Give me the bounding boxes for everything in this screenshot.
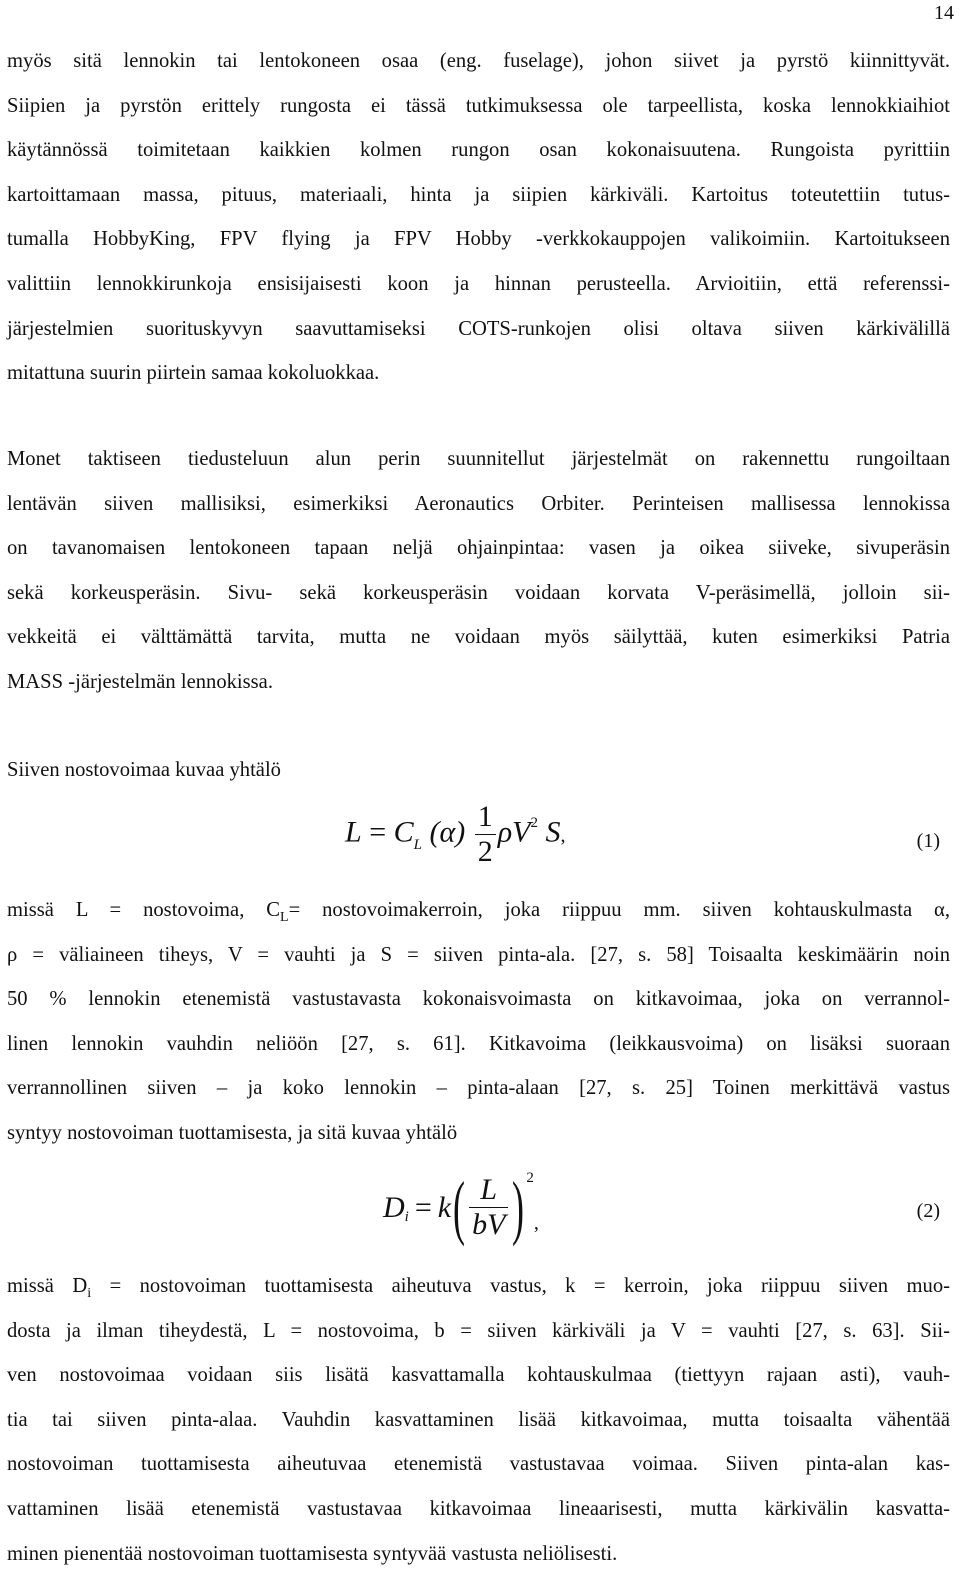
page-number: 14 (934, 2, 954, 24)
text-line: minen pienentää nostovoiman tuottamisesta syntyvää vastusta neliölisesti. (7, 1542, 618, 1565)
text-line: 50 % lennokin etenemistä vastustavasta kokonaisvoimasta on kitkavoimaa, joka on verrannol- (7, 988, 950, 1011)
text-line: tumalla HobbyKing, FPV flying ja FPV Hobby -verkkokauppojen valikoimiin. Kartoitukseen (7, 228, 950, 251)
text-line: syntyy nostovoiman tuottamisesta, ja sitä kuvaa yhtälö (7, 1121, 458, 1144)
eq1-frac-num: 1 (475, 800, 496, 835)
eq2-exp: 2 (526, 1170, 534, 1186)
text-line: missä $D_i$ = nostovoiman tuottamisesta aiheutuva vastus, k = kerroin, joka riippuu siiven muo- (7, 1275, 950, 1302)
text-line: valittiin lennokkirunkoja ensisijaisesti koon ja hinnan perusteella. Arvioitiin, että referenssi- (7, 272, 950, 295)
equation-number: (2) (916, 1200, 940, 1222)
eq1-v-exp: 2 (530, 815, 538, 832)
text-line: tia tai siiven pinta-alaa. Vauhdin kasvattaminen lisää kitkavoimaa, mutta toisaalta vähentää (7, 1408, 950, 1431)
text-line: Siiven nostovoimaa kuvaa yhtälö (7, 759, 281, 781)
eq2-lhs-sub: i (404, 1209, 409, 1225)
text-line: MASS -järjestelmän lennokissa. (7, 670, 273, 693)
eq2-lhs: D (383, 1190, 405, 1224)
text-line: myös sitä lennokin tai lentokoneen osaa (eng. fuselage), johon siivet ja pyrstö kiinnittyvät. (7, 50, 950, 72)
left-paren: ( (453, 1167, 466, 1247)
eq1-arg: (α) (429, 815, 466, 849)
text-line: nostovoiman tuottamisesta aiheutuvaa etenemistä vastustavaa voimaa. Siiven pinta-alan kas- (7, 1453, 950, 1476)
eq1-coef: C (393, 815, 414, 849)
text-line: kartoittamaan massa, pituus, materiaali, hinta ja siipien kärkiväli. Kartoitus toteutettiin tutus- (7, 183, 950, 206)
eq2-fraction (469, 1173, 508, 1242)
text-line: ven nostovoimaa voidaan siis lisätä kasvattamalla kohtauskulmaa (tiettyyn rajaan asti), vauh- (7, 1364, 950, 1387)
equation-number: (1) (916, 830, 940, 852)
text-line: järjestelmien suorituskyvyn saavuttamiseksi COTS-runkojen olisi oltava siiven kärkivälillä (7, 317, 950, 340)
paragraph-control-surfaces (7, 437, 950, 705)
paragraph-fuselage (7, 39, 950, 396)
eq1-comma: , (560, 824, 566, 847)
text-line: dosta ja ilman tiheydestä, L = nostovoima, b = siiven kärkiväli ja V = vauhti [27, s. 63]. Sii- (7, 1319, 950, 1342)
text-line: vekkeitä ei välttämättä tarvita, mutta ne voidaan myös säilyttää, kuten esimerkiksi Patria (7, 626, 950, 649)
eq1-lhs: L (345, 815, 362, 849)
text-line: on tavanomaisen lentokoneen tapaan neljä ohjainpintaa: vasen ja oikea siiveke, sivuperäsin (7, 537, 950, 560)
eq2-equals: = (414, 1190, 432, 1224)
text-line: ρ = väliaineen tiheys, V = vauhti ja S = siiven pinta-ala. [27, s. 58] Toisaalta keskimäärin noin (7, 943, 950, 966)
text-line: mitattuna suurin piirtein samaa kokoluokkaa. (7, 362, 380, 385)
paragraph-lift-explanation (7, 888, 950, 1156)
text-line: Monet taktiseen tiedusteluun alun perin suunnitellut järjestelmät on rakennettu rungoiltaan (7, 448, 950, 470)
text-line: linen lennokin vauhdin neliöön [27, s. 61]. Kitkavoima (leikkausvoima) on lisäksi suoraan (7, 1032, 950, 1055)
eq2-frac-den: bV (472, 1208, 506, 1241)
eq1-coef-sub: L (413, 837, 422, 854)
text-line: missä L = nostovoima, $C_L=$ nostovoimakerroin, joka riippuu mm. siiven kohtauskulmasta α, (7, 899, 950, 926)
eq1-fraction (475, 800, 496, 869)
text-line: sekä korkeusperäsin. Sivu- sekä korkeusperäsin voidaan korvata V-peräsimellä, jolloin sii- (7, 581, 950, 604)
text-line: Siipien ja pyrstön erittely rungosta ei tässä tutkimuksessa ole tarpeellista, koska lennokkiaihiot (7, 94, 950, 117)
eq1-rho: ρ (497, 815, 513, 849)
paragraph-lift-intro (7, 748, 950, 793)
text-line: käytännössä toimitetaan kaikkien kolmen rungon osan kokonaisuutena. Rungoista pyrittiin (7, 139, 950, 162)
eq1-equals: = (369, 815, 387, 849)
text-line: verrannollinen siiven – ja koko lennokin – pinta-alaan [27, s. 25] Toinen merkittävä vastus (7, 1077, 950, 1100)
eq1-v: V (512, 815, 531, 849)
paragraph-induced-drag-explanation (7, 1264, 950, 1576)
text-line: lentävän siiven mallisiksi, esimerkiksi Aeronautics Orbiter. Perinteisen mallisessa lennokissa (7, 492, 950, 515)
eq2-frac-num: L (469, 1173, 508, 1208)
equation-induced-drag (0, 1160, 960, 1260)
eq1-s: S (545, 815, 561, 849)
text-line: vattaminen lisää etenemistä vastustavaa kitkavoimaa lineaarisesti, mutta kärkivälin kasvatta- (7, 1497, 950, 1520)
eq1-frac-den: 2 (477, 835, 493, 868)
right-paren: ) (512, 1167, 525, 1247)
equation-lift (0, 800, 960, 880)
eq2-comma: , (533, 1212, 539, 1234)
eq2-k: k (437, 1190, 452, 1224)
